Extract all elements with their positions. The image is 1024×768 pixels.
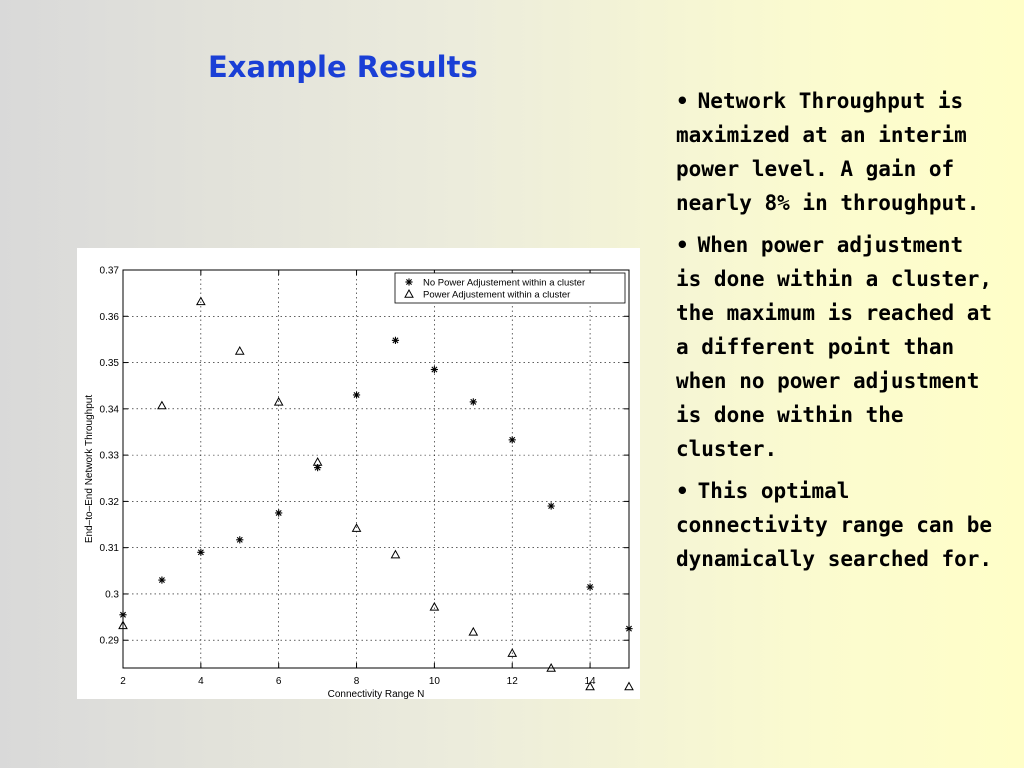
data-point-power-adjustment bbox=[391, 551, 399, 558]
data-point-no-power-adjustment bbox=[625, 625, 632, 632]
data-point-no-power-adjustment bbox=[158, 576, 165, 583]
y-tick-label: 0.31 bbox=[99, 543, 119, 555]
bullet-text: This optimal connectivity range can be dynamically searched for. bbox=[676, 479, 993, 571]
y-tick-label: 0.3 bbox=[105, 589, 119, 601]
data-point-no-power-adjustment bbox=[509, 436, 516, 443]
y-tick-label: 0.32 bbox=[99, 496, 119, 508]
data-point-power-adjustment bbox=[469, 628, 477, 635]
y-tick-label: 0.29 bbox=[99, 635, 119, 647]
data-point-power-adjustment bbox=[158, 402, 166, 409]
x-tick-label: 14 bbox=[584, 676, 596, 687]
legend-label: No Power Adjustement within a cluster bbox=[423, 277, 586, 289]
data-point-no-power-adjustment bbox=[353, 391, 360, 398]
data-point-no-power-adjustment bbox=[275, 509, 282, 516]
data-point-no-power-adjustment bbox=[431, 366, 438, 373]
y-tick-label: 0.33 bbox=[99, 450, 119, 462]
data-point-power-adjustment bbox=[197, 297, 205, 304]
bullet-dot: • bbox=[676, 233, 689, 257]
x-tick-label: 2 bbox=[120, 676, 126, 687]
x-tick-label: 12 bbox=[506, 676, 518, 687]
x-tick-label: 4 bbox=[198, 676, 204, 687]
bullet-item bbox=[676, 228, 996, 466]
plot-frame bbox=[123, 270, 629, 668]
bullet-dot: • bbox=[676, 89, 689, 113]
chart-panel bbox=[77, 248, 640, 699]
slide-title: Example Results bbox=[208, 50, 478, 84]
bullet-text: When power adjustment is done within a cluster, the maximum is reached at a different point than when no power adjustment is done within the cluster. bbox=[676, 233, 993, 461]
bullet-text: Network Throughput is maximized at an interim power level. A gain of nearly 8% in throughput. bbox=[676, 89, 980, 215]
data-point-no-power-adjustment bbox=[586, 583, 593, 590]
legend-marker-star bbox=[405, 278, 412, 285]
data-point-power-adjustment bbox=[625, 683, 633, 690]
data-point-power-adjustment bbox=[236, 347, 244, 354]
bullet-item bbox=[676, 84, 996, 220]
data-point-no-power-adjustment bbox=[548, 502, 555, 509]
data-point-no-power-adjustment bbox=[236, 536, 243, 543]
bullet-item bbox=[676, 474, 996, 576]
y-tick-label: 0.35 bbox=[99, 358, 119, 370]
y-tick-label: 0.37 bbox=[99, 265, 119, 277]
y-tick-label: 0.36 bbox=[99, 311, 119, 323]
data-point-no-power-adjustment bbox=[197, 549, 204, 556]
x-tick-label: 8 bbox=[353, 676, 360, 687]
scatter-chart bbox=[77, 248, 640, 699]
data-point-no-power-adjustment bbox=[470, 398, 477, 405]
bullet-dot: • bbox=[676, 479, 689, 503]
bullet-list bbox=[676, 84, 996, 584]
y-tick-label: 0.34 bbox=[99, 404, 119, 416]
x-tick-label: 10 bbox=[428, 676, 440, 687]
y-axis-label: End–to–End Network Throughput bbox=[84, 394, 95, 544]
data-point-no-power-adjustment bbox=[392, 337, 399, 344]
legend-label: Power Adjustement within a cluster bbox=[423, 289, 571, 301]
x-axis-label: Connectivity Range N bbox=[327, 689, 425, 699]
x-tick-label: 6 bbox=[275, 676, 282, 687]
data-point-no-power-adjustment bbox=[119, 611, 126, 618]
